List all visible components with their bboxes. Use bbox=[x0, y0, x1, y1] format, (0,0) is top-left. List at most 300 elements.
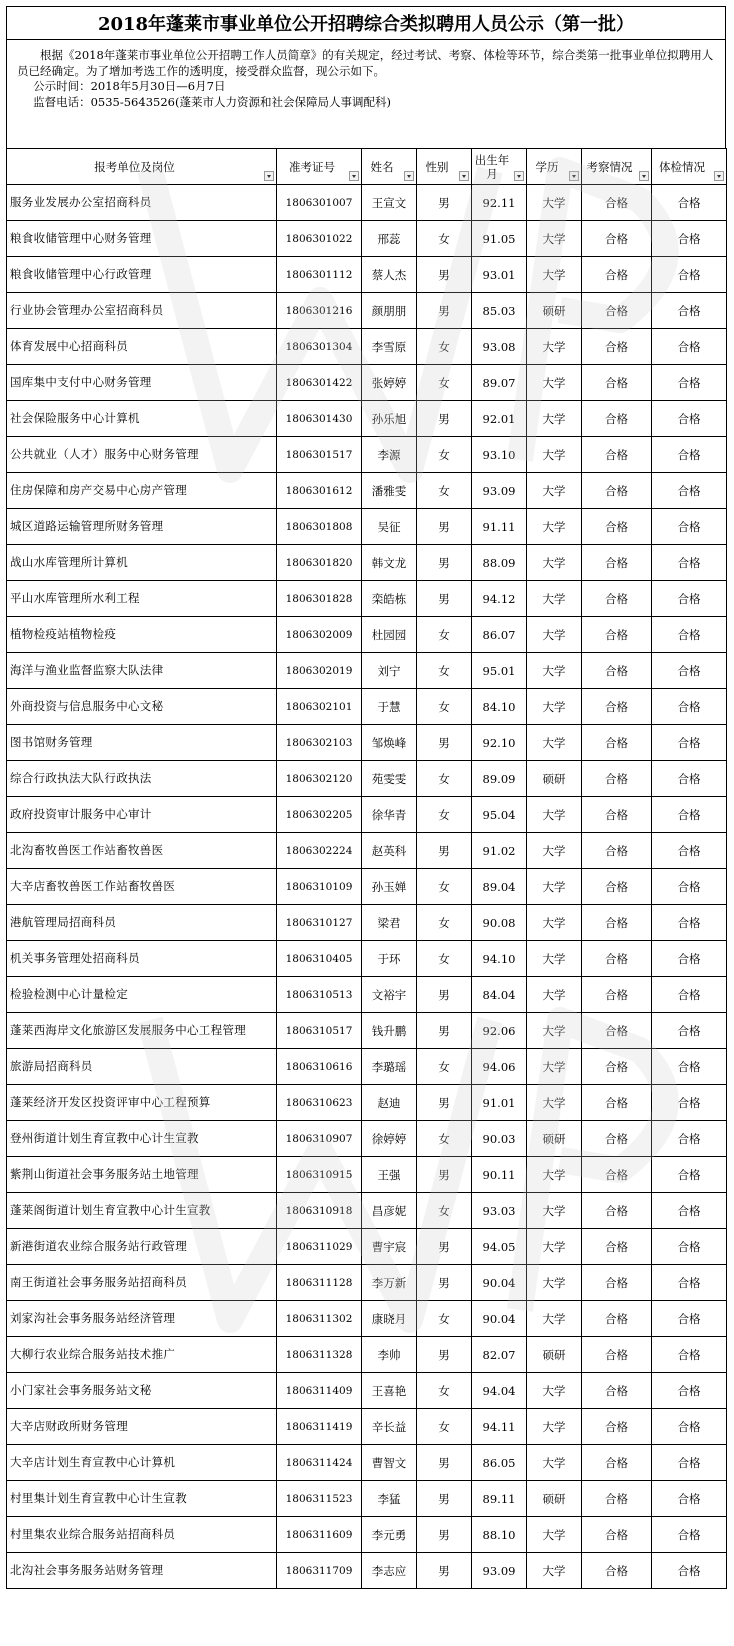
cell-unit: 大辛店财政所财务管理 bbox=[7, 1409, 277, 1445]
cell-unit: 机关事务管理处招商科员 bbox=[7, 941, 277, 977]
cell-exam: 合格 bbox=[652, 581, 727, 617]
cell-edu: 大学 bbox=[527, 1157, 582, 1193]
table-row bbox=[7, 1265, 727, 1301]
cell-edu: 大学 bbox=[527, 905, 582, 941]
cell-code: 1806301216 bbox=[277, 293, 362, 329]
table-row bbox=[7, 221, 727, 257]
table-row bbox=[7, 473, 727, 509]
cell-exam: 合格 bbox=[652, 1265, 727, 1301]
cell-birth: 92.10 bbox=[472, 725, 527, 761]
cell-unit: 综合行政执法大队行政执法 bbox=[7, 761, 277, 797]
cell-name: 苑雯雯 bbox=[362, 761, 417, 797]
table-row bbox=[7, 257, 727, 293]
cell-gender: 男 bbox=[417, 1265, 472, 1301]
cell-birth: 89.07 bbox=[472, 365, 527, 401]
cell-birth: 92.11 bbox=[472, 185, 527, 221]
cell-edu: 大学 bbox=[527, 833, 582, 869]
cell-exam: 合格 bbox=[652, 473, 727, 509]
filter-dropdown-icon[interactable] bbox=[349, 171, 359, 181]
cell-code: 1806311419 bbox=[277, 1409, 362, 1445]
cell-code: 1806310623 bbox=[277, 1085, 362, 1121]
cell-name: 徐华青 bbox=[362, 797, 417, 833]
cell-exam: 合格 bbox=[652, 1013, 727, 1049]
cell-gender: 女 bbox=[417, 329, 472, 365]
cell-exam: 合格 bbox=[652, 905, 727, 941]
cell-code: 1806301022 bbox=[277, 221, 362, 257]
cell-edu: 硕研 bbox=[527, 1337, 582, 1373]
cell-edu: 大学 bbox=[527, 797, 582, 833]
cell-exam: 合格 bbox=[652, 1121, 727, 1157]
cell-unit: 紫荆山街道社会事务服务站土地管理 bbox=[7, 1157, 277, 1193]
cell-name: 赵迪 bbox=[362, 1085, 417, 1121]
cell-exam: 合格 bbox=[652, 797, 727, 833]
cell-unit: 北沟畜牧兽医工作站畜牧兽医 bbox=[7, 833, 277, 869]
cell-check: 合格 bbox=[582, 185, 652, 221]
cell-name: 孙乐旭 bbox=[362, 401, 417, 437]
table-row bbox=[7, 1409, 727, 1445]
cell-name: 李万新 bbox=[362, 1265, 417, 1301]
cell-code: 1806310405 bbox=[277, 941, 362, 977]
header-edu: 学历 bbox=[527, 149, 582, 185]
cell-name: 李雪原 bbox=[362, 329, 417, 365]
cell-check: 合格 bbox=[582, 1121, 652, 1157]
cell-gender: 女 bbox=[417, 1121, 472, 1157]
cell-name: 于慧 bbox=[362, 689, 417, 725]
cell-edu: 大学 bbox=[527, 1013, 582, 1049]
cell-birth: 91.01 bbox=[472, 1085, 527, 1121]
header-birth: 出生年月 bbox=[472, 149, 527, 185]
cell-birth: 84.04 bbox=[472, 977, 527, 1013]
table-row bbox=[7, 1445, 727, 1481]
cell-edu: 大学 bbox=[527, 1193, 582, 1229]
cell-edu: 大学 bbox=[527, 1517, 582, 1553]
cell-unit: 行业协会管理办公室招商科员 bbox=[7, 293, 277, 329]
cell-unit: 新港街道农业综合服务站行政管理 bbox=[7, 1229, 277, 1265]
cell-birth: 93.08 bbox=[472, 329, 527, 365]
cell-birth: 91.02 bbox=[472, 833, 527, 869]
header-gender: 性别 bbox=[417, 149, 472, 185]
cell-unit: 南王街道社会事务服务站招商科员 bbox=[7, 1265, 277, 1301]
cell-exam: 合格 bbox=[652, 1049, 727, 1085]
cell-unit: 公共就业（人才）服务中心财务管理 bbox=[7, 437, 277, 473]
cell-exam: 合格 bbox=[652, 653, 727, 689]
table-row bbox=[7, 1157, 727, 1193]
cell-name: 邢蕊 bbox=[362, 221, 417, 257]
cell-unit: 国库集中支付中心财务管理 bbox=[7, 365, 277, 401]
cell-name: 张婷婷 bbox=[362, 365, 417, 401]
cell-check: 合格 bbox=[582, 905, 652, 941]
cell-birth: 94.06 bbox=[472, 1049, 527, 1085]
cell-code: 1806310517 bbox=[277, 1013, 362, 1049]
cell-name: 潘雅雯 bbox=[362, 473, 417, 509]
cell-unit: 住房保障和房产交易中心房产管理 bbox=[7, 473, 277, 509]
cell-gender: 男 bbox=[417, 1337, 472, 1373]
table-row bbox=[7, 1121, 727, 1157]
cell-code: 1806311328 bbox=[277, 1337, 362, 1373]
cell-gender: 女 bbox=[417, 473, 472, 509]
cell-code: 1806311709 bbox=[277, 1553, 362, 1589]
cell-unit: 图书馆财务管理 bbox=[7, 725, 277, 761]
cell-exam: 合格 bbox=[652, 257, 727, 293]
cell-check: 合格 bbox=[582, 257, 652, 293]
cell-name: 吴征 bbox=[362, 509, 417, 545]
cell-gender: 女 bbox=[417, 1193, 472, 1229]
cell-gender: 男 bbox=[417, 1481, 472, 1517]
notice-period: 公示时间：2018年5月30日—6月7日 bbox=[33, 79, 226, 93]
cell-check: 合格 bbox=[582, 293, 652, 329]
table-row bbox=[7, 797, 727, 833]
cell-exam: 合格 bbox=[652, 941, 727, 977]
table-row bbox=[7, 1085, 727, 1121]
cell-gender: 女 bbox=[417, 689, 472, 725]
cell-name: 孙玉婵 bbox=[362, 869, 417, 905]
cell-birth: 93.10 bbox=[472, 437, 527, 473]
cell-gender: 男 bbox=[417, 545, 472, 581]
cell-exam: 合格 bbox=[652, 725, 727, 761]
cell-gender: 女 bbox=[417, 1409, 472, 1445]
cell-gender: 女 bbox=[417, 365, 472, 401]
cell-edu: 硕研 bbox=[527, 1481, 582, 1517]
cell-birth: 94.04 bbox=[472, 1373, 527, 1409]
cell-edu: 大学 bbox=[527, 437, 582, 473]
cell-check: 合格 bbox=[582, 1517, 652, 1553]
cell-gender: 女 bbox=[417, 869, 472, 905]
cell-name: 邹焕峰 bbox=[362, 725, 417, 761]
table-row bbox=[7, 1517, 727, 1553]
cell-name: 颜朋朋 bbox=[362, 293, 417, 329]
filter-dropdown-icon[interactable] bbox=[639, 171, 649, 181]
filter-dropdown-icon[interactable] bbox=[569, 171, 579, 181]
table-row bbox=[7, 581, 727, 617]
cell-birth: 90.11 bbox=[472, 1157, 527, 1193]
cell-unit: 社会保险服务中心计算机 bbox=[7, 401, 277, 437]
cell-exam: 合格 bbox=[652, 1085, 727, 1121]
cell-name: 徐婷婷 bbox=[362, 1121, 417, 1157]
table-body bbox=[7, 185, 727, 1589]
cell-gender: 女 bbox=[417, 905, 472, 941]
cell-exam: 合格 bbox=[652, 509, 727, 545]
cell-gender: 男 bbox=[417, 1229, 472, 1265]
table-row bbox=[7, 1013, 727, 1049]
cell-exam: 合格 bbox=[652, 1481, 727, 1517]
cell-check: 合格 bbox=[582, 941, 652, 977]
cell-name: 李元勇 bbox=[362, 1517, 417, 1553]
cell-code: 1806302101 bbox=[277, 689, 362, 725]
cell-check: 合格 bbox=[582, 689, 652, 725]
cell-exam: 合格 bbox=[652, 689, 727, 725]
cell-exam: 合格 bbox=[652, 977, 727, 1013]
cell-edu: 大学 bbox=[527, 1301, 582, 1337]
cell-code: 1806301828 bbox=[277, 581, 362, 617]
cell-check: 合格 bbox=[582, 1157, 652, 1193]
cell-unit: 村里集计划生育宣教中心计生宣教 bbox=[7, 1481, 277, 1517]
cell-check: 合格 bbox=[582, 1337, 652, 1373]
cell-exam: 合格 bbox=[652, 293, 727, 329]
cell-unit: 体育发展中心招商科员 bbox=[7, 329, 277, 365]
cell-gender: 男 bbox=[417, 581, 472, 617]
cell-code: 1806310907 bbox=[277, 1121, 362, 1157]
cell-edu: 大学 bbox=[527, 473, 582, 509]
filter-dropdown-icon[interactable] bbox=[459, 171, 469, 181]
cell-check: 合格 bbox=[582, 1445, 652, 1481]
cell-check: 合格 bbox=[582, 1085, 652, 1121]
cell-birth: 93.03 bbox=[472, 1193, 527, 1229]
cell-name: 蔡人杰 bbox=[362, 257, 417, 293]
table-row bbox=[7, 653, 727, 689]
cell-birth: 95.04 bbox=[472, 797, 527, 833]
filter-dropdown-icon[interactable] bbox=[714, 171, 724, 181]
cell-check: 合格 bbox=[582, 797, 652, 833]
table-row bbox=[7, 1301, 727, 1337]
cell-exam: 合格 bbox=[652, 1229, 727, 1265]
cell-name: 曹宇宸 bbox=[362, 1229, 417, 1265]
filter-dropdown-icon[interactable] bbox=[264, 171, 274, 181]
cell-code: 1806302009 bbox=[277, 617, 362, 653]
cell-check: 合格 bbox=[582, 545, 652, 581]
table-row bbox=[7, 869, 727, 905]
cell-name: 赵英科 bbox=[362, 833, 417, 869]
cell-check: 合格 bbox=[582, 473, 652, 509]
table-row bbox=[7, 1229, 727, 1265]
table-row bbox=[7, 545, 727, 581]
cell-code: 1806311609 bbox=[277, 1517, 362, 1553]
notice-paragraph: 根据《2018年蓬莱市事业单位公开招聘工作人员简章》的有关规定，经过考试、考察、体检等环节，综合类第一批事业单位拟聘用人员已经确定。为了增加考选工作的透明度，接受群众监督，现公示如下。 bbox=[17, 48, 714, 78]
cell-exam: 合格 bbox=[652, 617, 727, 653]
table-row bbox=[7, 833, 727, 869]
table-row bbox=[7, 617, 727, 653]
cell-birth: 86.05 bbox=[472, 1445, 527, 1481]
filter-dropdown-icon[interactable] bbox=[514, 171, 524, 181]
cell-edu: 大学 bbox=[527, 1445, 582, 1481]
cell-gender: 女 bbox=[417, 797, 472, 833]
table-row bbox=[7, 761, 727, 797]
cell-code: 1806311302 bbox=[277, 1301, 362, 1337]
cell-check: 合格 bbox=[582, 617, 652, 653]
cell-gender: 女 bbox=[417, 617, 472, 653]
cell-birth: 92.06 bbox=[472, 1013, 527, 1049]
cell-check: 合格 bbox=[582, 653, 652, 689]
cell-code: 1806301517 bbox=[277, 437, 362, 473]
cell-code: 1806310513 bbox=[277, 977, 362, 1013]
cell-birth: 85.03 bbox=[472, 293, 527, 329]
cell-name: 韩文龙 bbox=[362, 545, 417, 581]
cell-edu: 大学 bbox=[527, 509, 582, 545]
cell-exam: 合格 bbox=[652, 833, 727, 869]
cell-name: 王喜艳 bbox=[362, 1373, 417, 1409]
cell-code: 1806311424 bbox=[277, 1445, 362, 1481]
cell-birth: 94.11 bbox=[472, 1409, 527, 1445]
cell-code: 1806311029 bbox=[277, 1229, 362, 1265]
header-unit: 报考单位及岗位 bbox=[7, 149, 277, 185]
cell-check: 合格 bbox=[582, 1373, 652, 1409]
cell-unit: 北沟社会事务服务站财务管理 bbox=[7, 1553, 277, 1589]
cell-birth: 86.07 bbox=[472, 617, 527, 653]
cell-code: 1806302120 bbox=[277, 761, 362, 797]
notice-phone: 监督电话：0535-5643526(蓬莱市人力资源和社会保障局人事调配科) bbox=[33, 94, 391, 109]
table-row bbox=[7, 977, 727, 1013]
cell-unit: 蓬莱西海岸文化旅游区发展服务中心工程管理 bbox=[7, 1013, 277, 1049]
cell-name: 康晓月 bbox=[362, 1301, 417, 1337]
cell-name: 李璐瑶 bbox=[362, 1049, 417, 1085]
cell-unit: 村里集农业综合服务站招商科员 bbox=[7, 1517, 277, 1553]
filter-dropdown-icon[interactable] bbox=[404, 171, 414, 181]
cell-birth: 90.08 bbox=[472, 905, 527, 941]
cell-unit: 政府投资审计服务中心审计 bbox=[7, 797, 277, 833]
cell-exam: 合格 bbox=[652, 437, 727, 473]
cell-code: 1806301612 bbox=[277, 473, 362, 509]
cell-name: 文裕宇 bbox=[362, 977, 417, 1013]
cell-edu: 大学 bbox=[527, 1265, 582, 1301]
cell-code: 1806301808 bbox=[277, 509, 362, 545]
cell-gender: 男 bbox=[417, 977, 472, 1013]
cell-edu: 大学 bbox=[527, 581, 582, 617]
cell-check: 合格 bbox=[582, 1229, 652, 1265]
cell-code: 1806310918 bbox=[277, 1193, 362, 1229]
cell-unit: 旅游局招商科员 bbox=[7, 1049, 277, 1085]
cell-gender: 男 bbox=[417, 833, 472, 869]
cell-birth: 94.10 bbox=[472, 941, 527, 977]
header-check: 考察情况 bbox=[582, 149, 652, 185]
cell-name: 钱升鹏 bbox=[362, 1013, 417, 1049]
cell-gender: 女 bbox=[417, 437, 472, 473]
table-row bbox=[7, 941, 727, 977]
cell-unit: 城区道路运输管理所财务管理 bbox=[7, 509, 277, 545]
cell-gender: 女 bbox=[417, 1049, 472, 1085]
cell-unit: 大辛店计划生育宣教中心计算机 bbox=[7, 1445, 277, 1481]
cell-birth: 90.04 bbox=[472, 1301, 527, 1337]
cell-unit: 小门家社会事务服务站文秘 bbox=[7, 1373, 277, 1409]
cell-exam: 合格 bbox=[652, 761, 727, 797]
cell-gender: 男 bbox=[417, 1157, 472, 1193]
cell-edu: 大学 bbox=[527, 185, 582, 221]
cell-check: 合格 bbox=[582, 437, 652, 473]
cell-code: 1806302103 bbox=[277, 725, 362, 761]
cell-check: 合格 bbox=[582, 1409, 652, 1445]
cell-birth: 88.09 bbox=[472, 545, 527, 581]
cell-birth: 91.05 bbox=[472, 221, 527, 257]
cell-name: 昌彦妮 bbox=[362, 1193, 417, 1229]
cell-code: 1806301820 bbox=[277, 545, 362, 581]
cell-unit: 植物检疫站植物检疫 bbox=[7, 617, 277, 653]
cell-edu: 大学 bbox=[527, 329, 582, 365]
cell-edu: 大学 bbox=[527, 653, 582, 689]
cell-edu: 硕研 bbox=[527, 1121, 582, 1157]
cell-unit: 刘家沟社会事务服务站经济管理 bbox=[7, 1301, 277, 1337]
cell-unit: 蓬莱经济开发区投资评审中心工程预算 bbox=[7, 1085, 277, 1121]
cell-check: 合格 bbox=[582, 1481, 652, 1517]
cell-exam: 合格 bbox=[652, 1409, 727, 1445]
cell-exam: 合格 bbox=[652, 365, 727, 401]
cell-exam: 合格 bbox=[652, 221, 727, 257]
cell-birth: 90.04 bbox=[472, 1265, 527, 1301]
table-row bbox=[7, 185, 727, 221]
table-row bbox=[7, 365, 727, 401]
cell-name: 栾皓栋 bbox=[362, 581, 417, 617]
cell-code: 1806311523 bbox=[277, 1481, 362, 1517]
cell-edu: 大学 bbox=[527, 941, 582, 977]
cell-name: 王宣文 bbox=[362, 185, 417, 221]
cell-code: 1806302205 bbox=[277, 797, 362, 833]
header-exam: 体检情况 bbox=[652, 149, 727, 185]
cell-check: 合格 bbox=[582, 725, 652, 761]
table-row bbox=[7, 509, 727, 545]
cell-gender: 女 bbox=[417, 761, 472, 797]
cell-exam: 合格 bbox=[652, 1193, 727, 1229]
cell-exam: 合格 bbox=[652, 329, 727, 365]
header-code: 准考证号 bbox=[277, 149, 362, 185]
cell-birth: 94.12 bbox=[472, 581, 527, 617]
cell-birth: 93.09 bbox=[472, 473, 527, 509]
cell-code: 1806301422 bbox=[277, 365, 362, 401]
hire-table bbox=[6, 148, 727, 1589]
cell-unit: 粮食收储管理中心行政管理 bbox=[7, 257, 277, 293]
table-row bbox=[7, 1337, 727, 1373]
cell-exam: 合格 bbox=[652, 1157, 727, 1193]
cell-gender: 女 bbox=[417, 221, 472, 257]
cell-exam: 合格 bbox=[652, 401, 727, 437]
cell-name: 曹智文 bbox=[362, 1445, 417, 1481]
cell-code: 1806302019 bbox=[277, 653, 362, 689]
cell-exam: 合格 bbox=[652, 545, 727, 581]
cell-code: 1806310616 bbox=[277, 1049, 362, 1085]
cell-unit: 服务业发展办公室招商科员 bbox=[7, 185, 277, 221]
cell-birth: 93.09 bbox=[472, 1553, 527, 1589]
cell-check: 合格 bbox=[582, 1013, 652, 1049]
cell-exam: 合格 bbox=[652, 1337, 727, 1373]
cell-edu: 大学 bbox=[527, 257, 582, 293]
cell-edu: 大学 bbox=[527, 1085, 582, 1121]
cell-birth: 89.11 bbox=[472, 1481, 527, 1517]
cell-unit: 海洋与渔业监督监察大队法律 bbox=[7, 653, 277, 689]
cell-check: 合格 bbox=[582, 833, 652, 869]
cell-code: 1806301304 bbox=[277, 329, 362, 365]
cell-edu: 大学 bbox=[527, 1373, 582, 1409]
cell-edu: 大学 bbox=[527, 617, 582, 653]
cell-gender: 男 bbox=[417, 401, 472, 437]
cell-name: 刘宁 bbox=[362, 653, 417, 689]
table-header-row bbox=[7, 149, 727, 185]
cell-exam: 合格 bbox=[652, 869, 727, 905]
table-row bbox=[7, 1193, 727, 1229]
cell-exam: 合格 bbox=[652, 1517, 727, 1553]
table-row bbox=[7, 293, 727, 329]
cell-edu: 大学 bbox=[527, 725, 582, 761]
cell-unit: 外商投资与信息服务中心文秘 bbox=[7, 689, 277, 725]
cell-exam: 合格 bbox=[652, 1445, 727, 1481]
cell-edu: 大学 bbox=[527, 1409, 582, 1445]
cell-exam: 合格 bbox=[652, 185, 727, 221]
table-row bbox=[7, 1553, 727, 1589]
cell-exam: 合格 bbox=[652, 1301, 727, 1337]
cell-unit: 粮食收储管理中心财务管理 bbox=[7, 221, 277, 257]
cell-unit: 大辛店畜牧兽医工作站畜牧兽医 bbox=[7, 869, 277, 905]
cell-gender: 男 bbox=[417, 1553, 472, 1589]
cell-edu: 大学 bbox=[527, 869, 582, 905]
cell-edu: 大学 bbox=[527, 401, 582, 437]
cell-edu: 大学 bbox=[527, 689, 582, 725]
cell-check: 合格 bbox=[582, 329, 652, 365]
cell-gender: 男 bbox=[417, 293, 472, 329]
cell-edu: 大学 bbox=[527, 221, 582, 257]
cell-birth: 92.01 bbox=[472, 401, 527, 437]
cell-exam: 合格 bbox=[652, 1553, 727, 1589]
cell-check: 合格 bbox=[582, 509, 652, 545]
cell-gender: 男 bbox=[417, 1085, 472, 1121]
cell-name: 李帅 bbox=[362, 1337, 417, 1373]
cell-check: 合格 bbox=[582, 365, 652, 401]
cell-gender: 女 bbox=[417, 1301, 472, 1337]
cell-code: 1806311409 bbox=[277, 1373, 362, 1409]
